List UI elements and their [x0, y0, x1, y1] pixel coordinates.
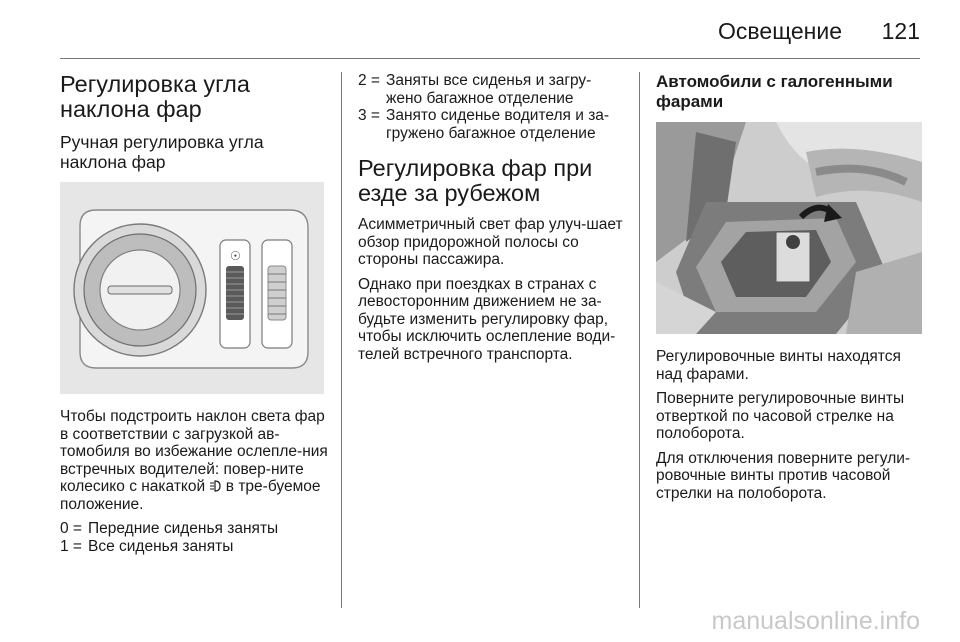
load-positions-list-1 — [60, 520, 328, 555]
list-item-key: 0 = — [60, 520, 82, 537]
paragraph-adjust-wheel-end: в тре-буемое положение. — [60, 478, 321, 513]
column-1 — [60, 72, 328, 562]
paragraph-adjust-wheel — [60, 408, 328, 513]
paragraph-turn-counterclockwise: Для отключения поверните регули-ровочные винты против часовой стрелки на полоборота. — [656, 449, 911, 502]
paragraph-adjust-wheel-start: Чтобы подстроить наклон света фар в соответствии с загрузкой ав-томобиля во избежание ослепле-ния встречных водителей: повер-ните колесико с накаткой — [60, 408, 328, 495]
list-item-text: Занято сиденье водителя и за-гружено багажное отделение — [386, 107, 610, 142]
headlamp-adjusting-screw-icon — [656, 122, 922, 334]
list-item — [358, 107, 624, 142]
list-item-key: 2 = — [358, 72, 380, 89]
heading-halogen-headlamps: Автомобили с галогенными фарами — [656, 72, 893, 111]
list-item-key: 3 = — [358, 107, 380, 124]
page-header — [0, 0, 960, 62]
section-title: Освещение — [718, 18, 842, 44]
headlight-switch-panel-icon — [60, 182, 324, 394]
headlight-range-icon — [209, 479, 221, 493]
list-item — [60, 538, 328, 556]
column-3 — [656, 72, 922, 509]
load-positions-list-2 — [358, 72, 624, 142]
paragraph-asymmetric-light: Асимметричный свет фар улуч-шает обзор придорожной полосы со стороны пассажира. — [358, 216, 623, 268]
heading-driving-abroad: Регулировка фар при езде за рубежом — [358, 155, 593, 206]
column-2 — [358, 72, 624, 370]
watermark-url: manualsonline.info — [711, 607, 920, 635]
list-item — [358, 72, 624, 107]
paragraph-turn-clockwise: Поверните регулировочные винты отверткой по часовой стрелке на полоборота. — [656, 390, 905, 442]
headlight-switch-figure — [60, 182, 324, 394]
column-divider-2 — [639, 72, 640, 608]
header-rule — [60, 58, 920, 59]
column-divider-1 — [341, 72, 342, 608]
svg-text:☉: ☉ — [230, 249, 241, 263]
list-item-text: Заняты все сиденья и загру-жено багажное отделение — [386, 72, 592, 107]
subheading-manual-range: Ручная регулировка угла наклона фар — [60, 132, 264, 172]
list-item-text: Все сиденья заняты — [88, 537, 234, 555]
page-number: 121 — [881, 18, 920, 44]
list-item-text: Передние сиденья заняты — [88, 520, 279, 537]
headlamp-screw-figure — [656, 122, 922, 334]
list-item — [60, 520, 328, 538]
list-item-key: 1 = — [60, 537, 82, 555]
paragraph-screws-location: Регулировочные винты находятся над фарами. — [656, 348, 901, 383]
heading-headlight-range: Регулировка угла наклона фар — [60, 71, 250, 122]
paragraph-left-hand-traffic: Однако при поездках в странах с левосторонним движением не за-будьте изменить регулировку фар, чтобы исключить ослепление води-телей встречного транспорта. — [358, 275, 616, 363]
